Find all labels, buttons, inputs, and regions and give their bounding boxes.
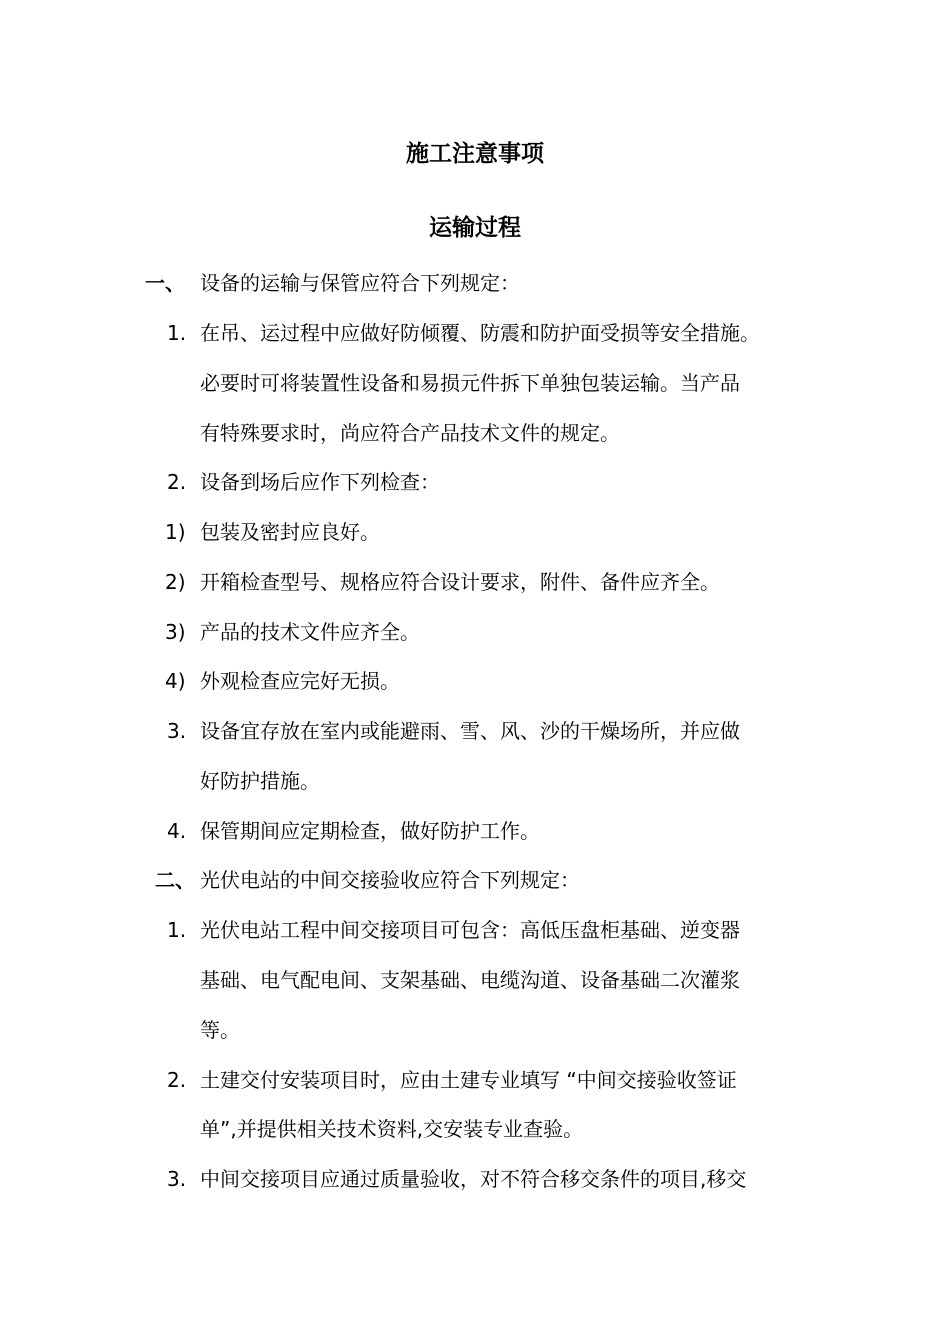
item-marker: 3. — [167, 1167, 187, 1191]
subitem-marker: 4) — [165, 669, 186, 693]
item-text-line: 中间交接项目应通过质量验收，对不符合移交条件的项目,移交 — [200, 1167, 747, 1191]
subitem-text: 产品的技术文件应齐全。 — [200, 620, 420, 644]
subitem-marker: 2) — [165, 570, 186, 594]
item-text-line: 保管期间应定期检查，做好防护工作。 — [200, 819, 540, 843]
subitem-text: 开箱检查型号、规格应符合设计要求，附件、备件应齐全。 — [200, 570, 720, 594]
section-heading-1: 设备的运输与保管应符合下列规定： — [200, 271, 520, 295]
item-text-line: 单”,并提供相关技术资料,交安装专业查验。 — [200, 1117, 584, 1141]
item-marker: 2. — [167, 470, 187, 494]
item-text-line: 土建交付安装项目时，应由土建专业填写 “中间交接验收签证 — [200, 1068, 737, 1092]
document-title: 施工注意事项 — [406, 141, 544, 167]
item-text-line: 设备宜存放在室内或能避雨、雪、风、沙的干燥场所，并应做 — [200, 719, 740, 743]
item-marker: 2. — [167, 1068, 187, 1092]
item-marker: 3. — [167, 719, 187, 743]
item-text-line: 等。 — [200, 1018, 240, 1042]
item-text-line: 在吊、运过程中应做好防倾覆、防震和防护面受损等安全措施。 — [200, 321, 760, 345]
subitem-marker: 1) — [165, 520, 186, 544]
section-marker-2: 二、 — [155, 868, 195, 892]
item-text-line: 光伏电站工程中间交接项目可包含：高低压盘柜基础、逆变器 — [200, 918, 740, 942]
item-text-line: 好防护措施。 — [200, 769, 320, 793]
section-heading-2: 光伏电站的中间交接验收应符合下列规定： — [200, 868, 580, 892]
subitem-text: 外观检查应完好无损。 — [200, 669, 400, 693]
subitem-marker: 3) — [165, 620, 186, 644]
section-title: 运输过程 — [429, 215, 521, 241]
item-marker: 1. — [167, 918, 187, 942]
item-marker: 1. — [167, 321, 187, 345]
subitem-text: 包装及密封应良好。 — [200, 520, 380, 544]
item-text-line: 设备到场后应作下列检查： — [200, 470, 440, 494]
item-text-line: 有特殊要求时，尚应符合产品技术文件的规定。 — [200, 421, 620, 445]
item-text-line: 必要时可将装置性设备和易损元件拆下单独包装运输。当产品 — [200, 371, 740, 395]
item-marker: 4. — [167, 819, 187, 843]
section-marker-1: 一、 — [145, 271, 185, 295]
item-text-line: 基础、电气配电间、支架基础、电缆沟道、设备基础二次灌浆 — [200, 968, 740, 992]
